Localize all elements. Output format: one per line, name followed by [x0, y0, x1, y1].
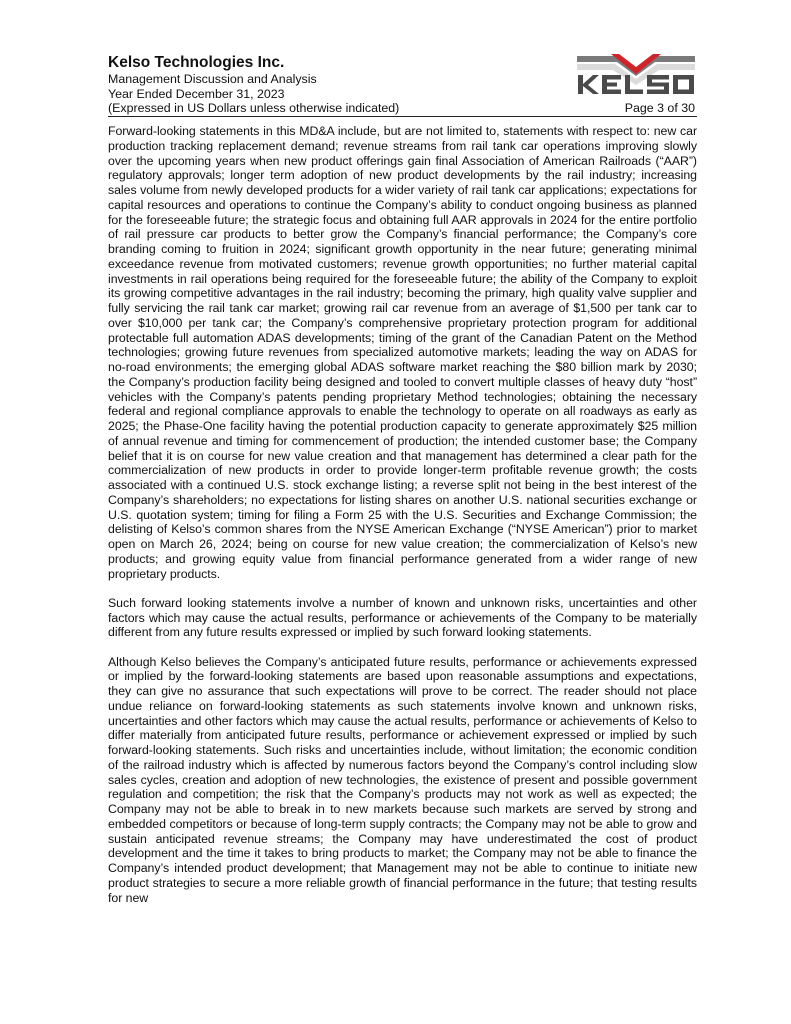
header-divider	[108, 116, 697, 117]
kelso-logo-icon	[577, 54, 695, 96]
report-period: Year Ended December 31, 2023	[108, 86, 285, 101]
paragraph-risks: Such forward looking statements involve a number of known and unknown risks, uncertainties and other factors which may cause the actual results, performance or achievements of the Company to be materially different from any future results expressed or implied by such forward looking statements.	[108, 595, 697, 640]
document-body	[108, 124, 697, 920]
page-number: Page 3 of 30	[624, 101, 695, 115]
company-name: Kelso Technologies Inc.	[108, 54, 285, 71]
paragraph-forward-looking-statements: Forward-looking statements in this MD&A include, but are not limited to, statements with respect to: new car production tracking replacement demand; revenue streams from rail tank car operations improving slowly over the upcoming years when new product offerings gain final Association of American Railroads (“AAR”) regulatory approvals; longer term adoption of new product developments by the rail industry; increasing sales volume from newly developed products for a wider variety of rail tank car applications; expectations for capital resources and operations to continue the Company’s ability to conduct ongoing business as planned for the foreseeable future; the strategic focus and obtaining full AAR approvals in 2024 for the entire portfolio of rail pressure car products to better grow the Company’s financial performance; the Company’s core branding coming to fruition in 2024; significant growth opportunity in the near future; generating minimal exceedance revenue from motivated customers; revenue growth opportunities; no further material capital investments in rail operations being required for the foreseeable future; the ability of the Company to exploit its growing competitive advantages in the rail industry; becoming the primary, high quality valve supplier and fully servicing the rail tank car market; growing rail car revenue from an average of $1,500 per tank car to over $10,000 per tank car; the Company’s comprehensive proprietary protection program for additional protectable full automation ADAS developments; timing of the grant of the Canadian Patent on the Method technologies; growing future revenues from specialized automotive markets; leading the way on ADAS for no-road environments; the emerging global ADAS software market reaching the $80 billion mark by 2030; the Company’s production facility being designed and tooled to convert multiple classes of heavy duty “host” vehicles with the Company’s patents pending proprietary Method technologies; obtaining the necessary federal and regional compliance approvals to enable the technology to operate on all roadways as early as 2025; the Phase-One facility having the potential production capacity to generate approximately $25 million of annual revenue and timing for commencement of production; the intended customer base; the Company belief that it is on course for new value creation and that management has determined a clear path for the commercialization of new products in order to provide longer-term profitable revenue growth; the costs associated with a continued U.S. stock exchange listing; a reverse split not being in the best interest of the Company’s shareholders; no expectations for listing shares on another U.S. national securities exchange or U.S. quotation system; timing for filing a Form 25 with the U.S. Securities and Exchange Commission; the delisting of Kelso’s common shares from the NYSE American Exchange (“NYSE American”) prior to market open on March 26, 2024; being on course for new value creation; the commercialization of Kelso’s new products; and growing equity value from financial performance generated from a wider range of new proprietary products.	[108, 124, 697, 581]
paragraph-disclaimer: Although Kelso believes the Company’s anticipated future results, performance or achievements expressed or implied by the forward-looking statements are based upon reasonable assumptions and expectations, they can give no assurance that such expectations will prove to be correct. The reader should not place undue reliance on forward-looking statements as such statements involve known and unknown risks, uncertainties and other factors which may cause the actual results, performance or achievements of Kelso to differ materially from anticipated future results, performance or achievement expressed or implied by such forward-looking statements. Such risks and uncertainties include, without limitation; the economic condition of the railroad industry which is affected by numerous factors beyond the Company’s control including slow sales cycles, creation and adoption of new technologies, the existence of present and possible government regulation and competition; the risk that the Company’s products may not work as well as expected; the Company may not be able to break in to new markets because such markets are served by strong and embedded competitors or because of long-term supply contracts; the Company may not be able to grow and sustain anticipated revenue streams; the Company may have underestimated the cost of product development and the time it takes to bring products to market; the Company may not be able to finance the Company’s intended product development; that Management may not be able to continue to initiate new product strategies to secure a more reliable growth of financial performance in the future; that testing results for new	[108, 654, 697, 905]
page-header	[108, 54, 697, 116]
currency-note: (Expressed in US Dollars unless otherwise indicated)	[108, 101, 400, 116]
report-title: Management Discussion and Analysis	[108, 72, 317, 86]
